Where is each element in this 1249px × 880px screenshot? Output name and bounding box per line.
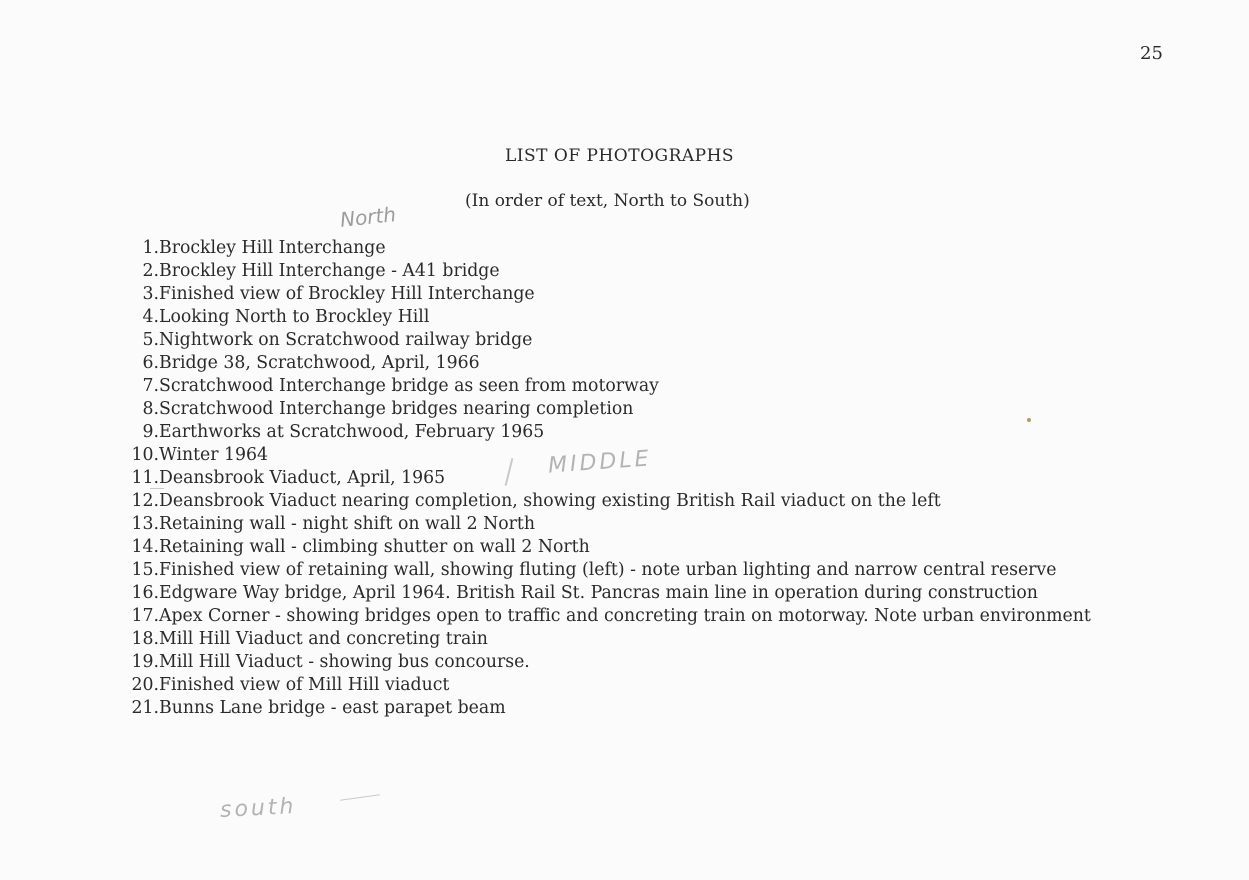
list-item xyxy=(100,674,1162,697)
list-item-text: Scratchwood Interchange bridge as seen from motorway xyxy=(159,376,659,396)
list-item xyxy=(100,490,1162,513)
list-item xyxy=(100,237,1162,260)
list-item-text: Looking North to Brockley Hill xyxy=(159,307,430,327)
list-item-number: 14. xyxy=(131,537,159,557)
list-item-number: 6. xyxy=(142,353,159,373)
list-item-number-cell xyxy=(100,536,159,559)
list-item-number-cell xyxy=(100,237,159,260)
list-item xyxy=(100,467,1162,490)
list-item-number: 4. xyxy=(142,307,159,327)
handwritten-note-north: North xyxy=(338,202,398,232)
list-item-number-cell xyxy=(100,513,159,536)
handwritten-note-south: south xyxy=(219,794,298,823)
list-item-number: 16. xyxy=(131,583,159,603)
list-item-number-cell xyxy=(100,605,159,628)
list-item-text: Finished view of Brockley Hill Interchange xyxy=(159,284,535,304)
list-item-text: Bunns Lane bridge - east parapet beam xyxy=(159,698,506,718)
page-title: LIST OF PHOTOGRAPHS xyxy=(505,146,735,166)
list-item-text: Retaining wall - night shift on wall 2 North xyxy=(159,514,535,534)
list-item xyxy=(100,559,1162,582)
list-item-text: Scratchwood Interchange bridges nearing completion xyxy=(159,399,634,419)
list-item-number-cell xyxy=(100,559,159,582)
list-item-number: 8. xyxy=(142,399,159,419)
list-item xyxy=(100,651,1162,674)
list-item-number-cell xyxy=(100,628,159,651)
list-item-number: 12. xyxy=(131,491,159,511)
list-item-text: Finished view of Mill Hill viaduct xyxy=(159,675,450,695)
list-item xyxy=(100,398,1162,421)
list-item-text: Earthworks at Scratchwood, February 1965 xyxy=(159,422,545,442)
list-item-text: Apex Corner - showing bridges open to traffic and concreting train on motorway. Note urban environment xyxy=(159,606,1091,626)
page-number: 25 xyxy=(1140,43,1163,64)
list-item-number: 15. xyxy=(131,560,159,580)
list-item xyxy=(100,329,1162,352)
list-item-text: Deansbrook Viaduct nearing completion, showing existing British Rail viaduct on the left xyxy=(159,491,941,511)
list-item-number-cell xyxy=(100,283,159,306)
list-item-number-cell xyxy=(100,260,159,283)
list-item-text: Mill Hill Viaduct and concreting train xyxy=(159,629,488,649)
list-item-number-cell xyxy=(100,444,159,467)
list-item-number: 7. xyxy=(142,376,159,396)
list-item xyxy=(100,582,1162,605)
list-item-number: 1. xyxy=(142,238,159,258)
list-item xyxy=(100,513,1162,536)
list-item xyxy=(100,375,1162,398)
list-item-number-cell xyxy=(100,582,159,605)
list-item-text: Edgware Way bridge, April 1964. British Rail St. Pancras main line in operation during construction xyxy=(159,583,1038,603)
pencil-underline-mark xyxy=(340,794,380,801)
list-item-text: Finished view of retaining wall, showing fluting (left) - note urban lighting and narrow central reserve xyxy=(159,560,1057,580)
list-item-number-cell xyxy=(100,651,159,674)
handwritten-note-middle: MIDDLE xyxy=(547,446,653,479)
list-item xyxy=(100,421,1162,444)
list-item-number: 13. xyxy=(131,514,159,534)
list-item xyxy=(100,306,1162,329)
list-item-number: 19. xyxy=(131,652,159,672)
list-item-number: 10. xyxy=(131,445,159,465)
list-item-number-cell xyxy=(100,697,159,720)
list-item-number-cell xyxy=(100,467,159,490)
list-item-number: 17. xyxy=(131,606,159,626)
list-item-number-cell xyxy=(100,306,159,329)
list-item xyxy=(100,605,1162,628)
photograph-list xyxy=(100,237,1162,720)
list-item-number: 3. xyxy=(142,284,159,304)
list-item-number-cell xyxy=(100,490,159,513)
list-item xyxy=(100,628,1162,651)
list-item-text: Bridge 38, Scratchwood, April, 1966 xyxy=(159,353,480,373)
list-item xyxy=(100,260,1162,283)
list-item-number-cell xyxy=(100,375,159,398)
list-item-text: Winter 1964 xyxy=(159,445,269,465)
list-item-text: Nightwork on Scratchwood railway bridge xyxy=(159,330,533,350)
list-item xyxy=(100,697,1162,720)
page-subtitle: (In order of text, North to South) xyxy=(465,191,750,211)
list-item-number: 11. xyxy=(131,468,159,488)
list-item-number: 9. xyxy=(142,422,159,442)
list-item-number-cell xyxy=(100,421,159,444)
list-item-text: Retaining wall - climbing shutter on wall 2 North xyxy=(159,537,590,557)
list-item xyxy=(100,283,1162,306)
list-item-number-cell xyxy=(100,352,159,375)
list-item xyxy=(100,444,1162,467)
list-item-text: Brockley Hill Interchange xyxy=(159,238,386,258)
list-item-number: 5. xyxy=(142,330,159,350)
list-item-number-cell xyxy=(100,398,159,421)
list-item-number: 18. xyxy=(131,629,159,649)
list-item xyxy=(100,536,1162,559)
list-item-number: 20. xyxy=(131,675,159,695)
list-item-number: 21. xyxy=(131,698,159,718)
list-item-text: Mill Hill Viaduct - showing bus concourse. xyxy=(159,652,530,672)
list-item-number: 2. xyxy=(142,261,159,281)
list-item xyxy=(100,352,1162,375)
list-item-number-cell xyxy=(100,674,159,697)
list-item-text: Brockley Hill Interchange - A41 bridge xyxy=(159,261,500,281)
list-item-number-cell xyxy=(100,329,159,352)
list-item-text: Deansbrook Viaduct, April, 1965 xyxy=(159,468,446,488)
